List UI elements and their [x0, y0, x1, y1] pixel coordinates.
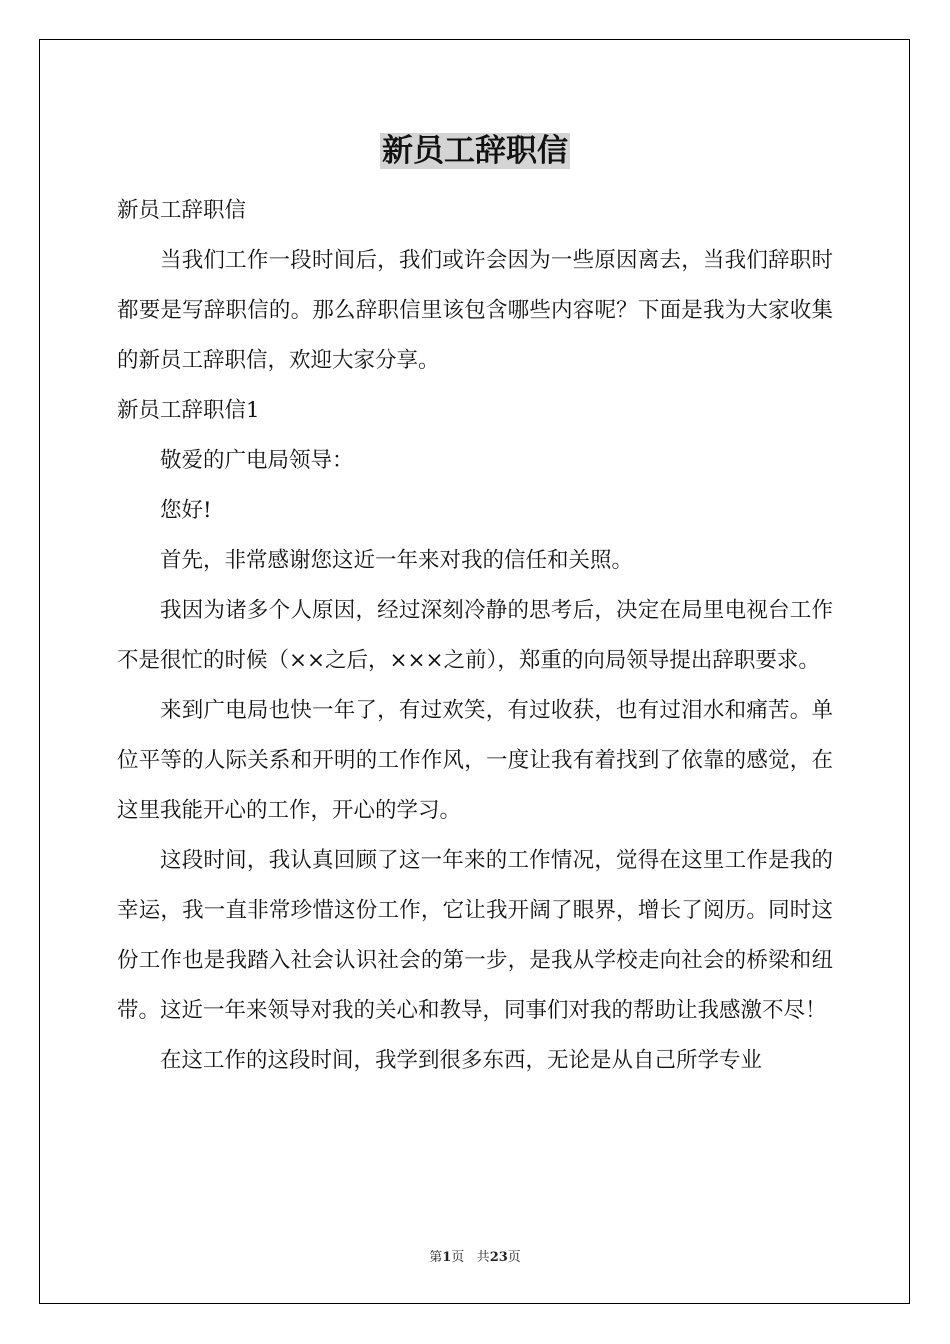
intro-paragraph: 当我们工作一段时间后，我们或许会因为一些原因离去，当我们辞职时都要是写辞职信的。那么辞职信里该包含哪些内容呢？下面是我为大家收集的新员工辞职信，欢迎大家分享。: [117, 248, 833, 373]
page-number: 1: [442, 1250, 452, 1265]
body-paragraph: 首先，非常感谢您这近一年来对我的信任和关照。: [160, 548, 634, 573]
total-pages: 23: [489, 1250, 508, 1265]
document-title: 新员工辞职信: [382, 133, 568, 169]
section-heading: 新员工辞职信1: [117, 398, 260, 423]
body-paragraph: 来到广电局也快一年了，有过欢笑，有过收获，也有过泪水和痛苦。单位平等的人际关系和开明的工作作风，一度让我有着找到了依靠的感觉，在这里我能开心的工作，开心的学习。: [117, 698, 833, 823]
body-paragraph: 在这工作的这段时间，我学到很多东西，无论是从自己所学专业: [160, 1048, 763, 1073]
document-subtitle: 新员工辞职信: [117, 198, 247, 223]
salutation: 敬爱的广电局领导：: [160, 448, 354, 473]
body-paragraph: 这段时间，我认真回顾了这一年来的工作情况，觉得在这里工作是我的幸运，我一直非常珍惜这份工作，它让我开阔了眼界，增长了阅历。同时这份工作也是我踏入社会认识社会的第一步，是我从学校走向社会的桥梁和纽带。这近一年来领导对我的关心和教导，同事们对我的帮助让我感激不尽！: [117, 848, 833, 1023]
document-body: [117, 120, 833, 1086]
page-footer: 第1页 共23页: [429, 1250, 521, 1265]
body-paragraph: 我因为诸多个人原因，经过深刻冷静的思考后，决定在局里电视台工作不是很忙的时候（××之后，×××之前），郑重的向局领导提出辞职要求。: [117, 598, 833, 673]
greeting: 您好!: [160, 498, 212, 523]
